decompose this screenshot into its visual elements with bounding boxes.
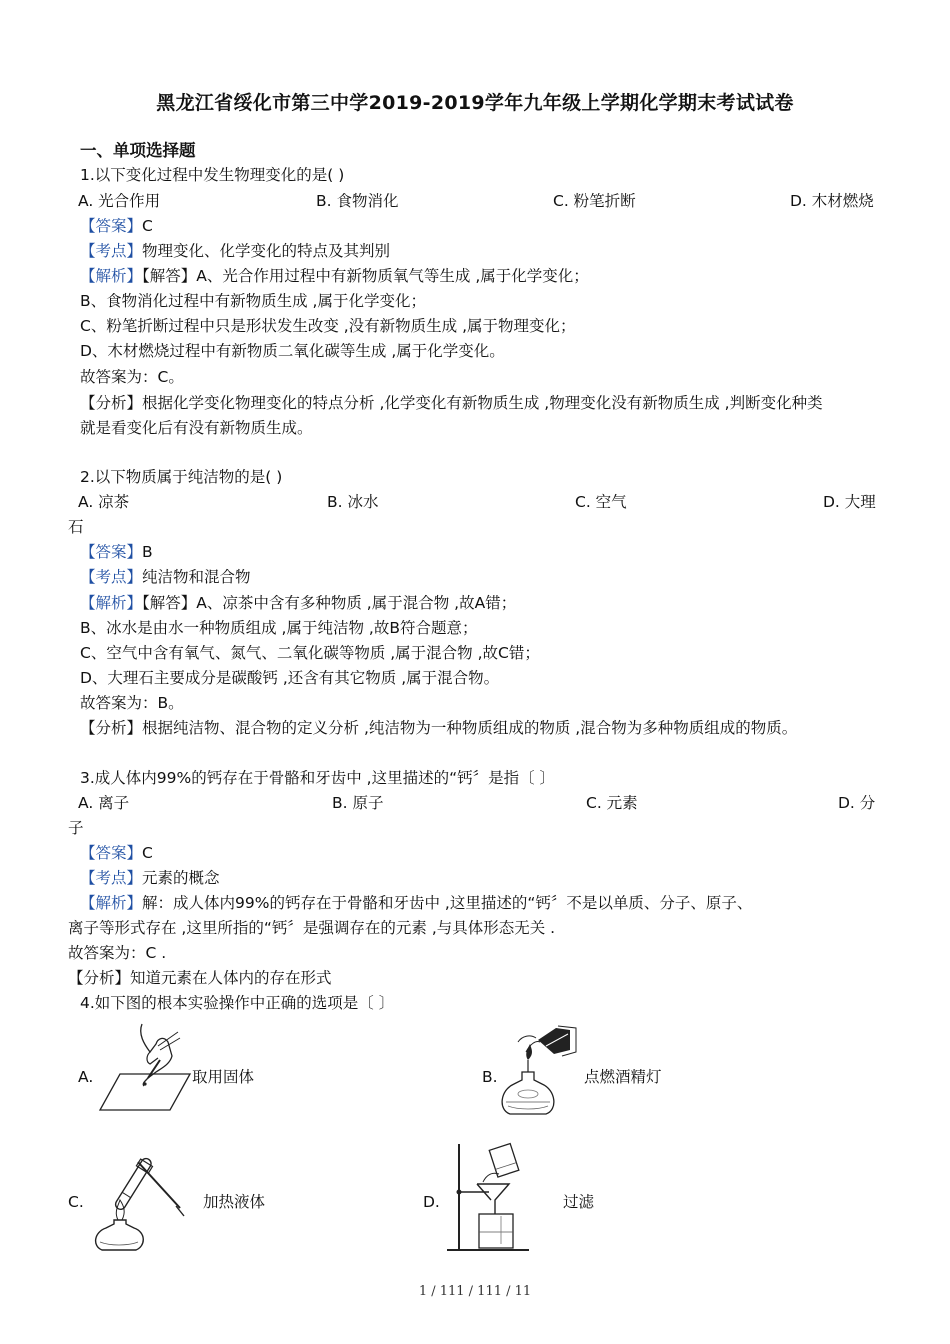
- summary-label: 【分析】: [68, 969, 131, 987]
- q1-analysis: [80, 265, 589, 287]
- q4-option-c-letter: C.: [68, 1193, 84, 1211]
- q2-option-d-wrap: 石: [68, 518, 84, 536]
- q3-option-d: D. 分: [838, 794, 876, 812]
- q2-answer: [80, 541, 153, 563]
- q2-point-text: 纯洁物和混合物: [142, 568, 251, 586]
- section-heading: 一、单项选择题: [80, 141, 196, 160]
- q2-option-b: B. 冰水: [327, 493, 379, 511]
- q3-option-a: A. 离子: [78, 794, 130, 812]
- point-label: 【考点】: [80, 869, 143, 887]
- point-label: 【考点】: [80, 568, 143, 586]
- q4-option-c-figure: [88, 1148, 192, 1256]
- q1-point: [80, 240, 390, 262]
- q2-point: [80, 566, 251, 588]
- q4-option-a-letter: A.: [78, 1068, 94, 1086]
- q3-summary-text: 知道元素在人体内的存在形式: [130, 969, 332, 987]
- page-title: 黑龙江省绥化市第三中学2019-2019学年九年级上学期化学期末考试试卷: [156, 92, 794, 114]
- answer-label: 【答案】: [80, 844, 143, 862]
- q3-point-text: 元素的概念: [142, 869, 220, 887]
- q2-stem: 2.以下物质属于纯洁物的是( ): [80, 468, 283, 486]
- page-number: 1 / 111 / 111 / 11: [418, 1284, 532, 1299]
- q1-summary-text: 根据化学变化物理变化的特点分析 ,化学变化有新物质生成 ,物理变化没有新物质生成 ,判断变化种类: [142, 394, 823, 412]
- q3-summary: [68, 967, 332, 989]
- q4-option-b-figure: [496, 1022, 580, 1118]
- q2-option-d: D. 大理: [823, 493, 876, 511]
- point-label: 【考点】: [80, 242, 143, 260]
- q3-stem: 3.成人体内99%的钙存在于骨骼和牙齿中 ,这里描述的“钙〞是指〔 〕: [80, 769, 556, 787]
- q1-stem: 1.以下变化过程中发生物理变化的是( ): [80, 166, 345, 184]
- q4-option-d-text: 过滤: [563, 1193, 595, 1211]
- solve-label: 【解答】: [142, 594, 197, 612]
- q4-option-a-figure: [98, 1022, 194, 1114]
- q1-option-d: D. 木材燃烧: [790, 192, 874, 210]
- q2-analysis: [80, 592, 516, 614]
- q3-analysis-line: 故答案为：C .: [68, 944, 167, 962]
- q2-summary: [80, 717, 797, 739]
- q1-summary: [80, 392, 823, 414]
- q1-analysis-first: A、光合作用过程中有新物质氧气等生成 ,属于化学变化；: [196, 267, 589, 285]
- analysis-label: 【解析】: [80, 594, 143, 612]
- q4-option-c-text: 加热液体: [203, 1193, 266, 1211]
- q4-option-b-text: 点燃酒精灯: [584, 1068, 662, 1086]
- q4-option-d-letter: D.: [423, 1193, 440, 1211]
- q2-analysis-line: B、冰水是由水一种物质组成 ,属于纯洁物 ,故B符合题意；: [80, 619, 478, 637]
- q2-analysis-line: C、空气中含有氧气、氮气、二氧化碳等物质 ,属于混合物 ,故C错；: [80, 644, 540, 662]
- answer-label: 【答案】: [80, 217, 143, 235]
- summary-label: 【分析】: [80, 394, 143, 412]
- summary-label: 【分析】: [80, 719, 143, 737]
- analysis-label: 【解析】: [80, 267, 143, 285]
- answer-label: 【答案】: [80, 543, 143, 561]
- q3-option-c: C. 元素: [586, 794, 638, 812]
- q1-option-c: C. 粉笔折断: [553, 192, 636, 210]
- q2-analysis-line: D、大理石主要成分是碳酸钙 ,还含有其它物质 ,属于混合物。: [80, 669, 500, 687]
- q3-option-b: B. 原子: [332, 794, 384, 812]
- q1-analysis-line: D、木材燃烧过程中有新物质二氧化碳等生成 ,属于化学变化。: [80, 342, 505, 360]
- q3-option-d-wrap: 子: [68, 819, 84, 837]
- q2-option-c: C. 空气: [575, 493, 627, 511]
- solve-label: 【解答】: [142, 267, 197, 285]
- q1-analysis-line: 故答案为：C。: [80, 368, 184, 386]
- q2-analysis-line: 故答案为：B。: [80, 694, 184, 712]
- q2-analysis-first: A、凉茶中含有多种物质 ,属于混合物 ,故A错；: [196, 594, 517, 612]
- q1-summary-cont: 就是看变化后有没有新物质生成。: [80, 419, 313, 437]
- q1-point-text: 物理变化、化学变化的特点及其判别: [142, 242, 391, 260]
- q1-analysis-line: C、粉笔折断过程中只是形状发生改变 ,没有新物质生成 ,属于物理变化；: [80, 317, 576, 335]
- q2-option-a: A. 凉茶: [78, 493, 130, 511]
- q1-analysis-line: B、食物消化过程中有新物质生成 ,属于化学变化；: [80, 292, 426, 310]
- q1-answer-value: C: [142, 217, 153, 235]
- analysis-label: 【解析】: [80, 894, 143, 912]
- q4-option-a-text: 取用固体: [192, 1068, 255, 1086]
- q3-analysis-line: 离子等形式存在 ,这里所指的“钙〞是强调存在的元素 ,与具体形态无关 .: [68, 919, 556, 937]
- q1-option-a: A. 光合作用: [78, 192, 161, 210]
- q1-answer: [80, 215, 153, 237]
- q2-summary-text: 根据纯洁物、混合物的定义分析 ,纯洁物为一种物质组成的物质 ,混合物为多种物质组成的物质。: [142, 719, 798, 737]
- q4-option-d-figure: [443, 1140, 533, 1256]
- q2-answer-value: B: [142, 543, 153, 561]
- q3-answer-value: C: [142, 844, 153, 862]
- q3-point: [80, 867, 220, 889]
- q3-answer: [80, 842, 153, 864]
- q4-stem: 4.如下图的根本实验操作中正确的选项是〔 〕: [80, 994, 395, 1012]
- q3-analysis: [80, 892, 752, 914]
- q4-option-b-letter: B.: [482, 1068, 498, 1086]
- q3-analysis-first: 解：成人体内99%的钙存在于骨骼和牙齿中 ,这里描述的“钙〞不是以单质、分子、原子、: [142, 894, 753, 912]
- q1-option-b: B. 食物消化: [316, 192, 399, 210]
